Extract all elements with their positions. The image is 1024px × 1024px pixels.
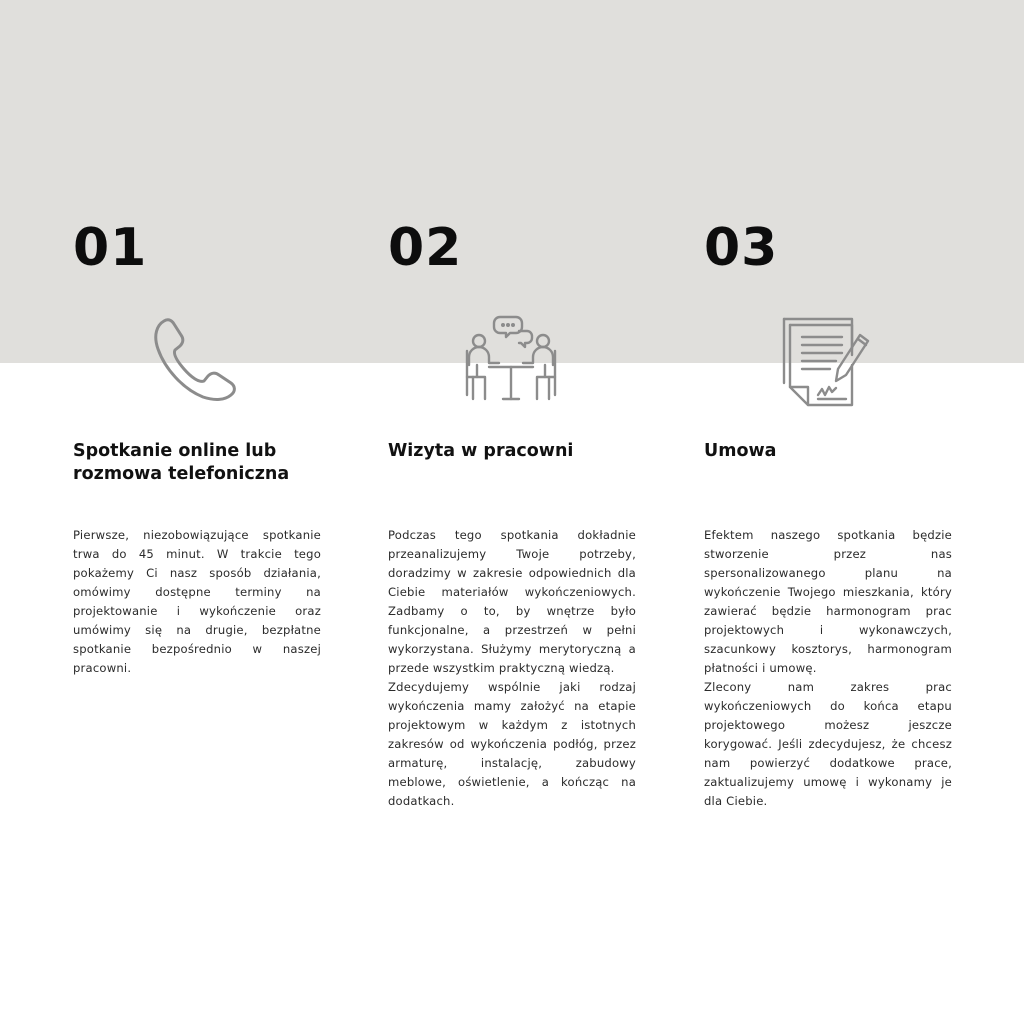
step-number: 02 [388,218,463,278]
step-title: Umowa [704,441,777,461]
step-description [704,526,952,811]
meeting-icon [463,313,559,409]
contract-icon [778,313,874,409]
step-paragraph: Efektem naszego spotkania będzie stworzenie przez nas spersonalizowanego planu na wykończenie Twojego mieszkania, który zawierać będzie harmonogram prac projektowych i wykonawczych, szacunkowy kosztorys, harmonogram płatności i umowę. [704,528,952,675]
step-number: 03 [704,218,779,278]
step-2 [388,0,638,1024]
step-paragraph: Zlecony nam zakres prac wykończeniowych do końca etapu projektowego możesz jeszcze korygować. Jeśli zdecydujesz, że chcesz nam powierzyć dodatkowe prace, zaktualizujemy umowę i wykonamy je dla Ciebie. [704,680,952,808]
step-3 [704,0,954,1024]
step-title: Wizyta w pracowni [388,441,574,461]
step-description [73,526,321,678]
step-1 [73,0,323,1024]
step-description [388,526,636,811]
step-paragraph: Pierwsze, niezobowiązujące spotkanie trwa do 45 minut. W trakcie tego pokażemy Ci nasz sposób działania, omówimy dostępne terminy na projektowanie i wykończenie oraz umówimy się na drugie, bezpłatne spotkanie bezpośrednio w naszej pracowni. [73,528,321,675]
step-paragraph: Podczas tego spotkania dokładnie przeanalizujemy Twoje potrzeby, doradzimy w zakresie odpowiednich dla Ciebie materiałów wykończeniowych. Zadbamy o to, by wnętrze było funkcjonalne, a przestrzeń w pełni wykorzystana. Służymy merytoryczną a przede wszystkim praktyczną wiedzą. [388,528,636,675]
step-title: Spotkanie online lub rozmowa telefoniczna [73,441,290,484]
step-number: 01 [73,218,148,278]
phone-icon [147,313,243,409]
step-paragraph: Zdecydujemy wspólnie jaki rodzaj wykończenia mamy założyć na etapie projektowym w każdym z istotnych zakresów od wykończenia podłóg, przez armaturę, instalację, zabudowy meblowe, oświetlenie, a kończąc na dodatkach. [388,680,636,808]
